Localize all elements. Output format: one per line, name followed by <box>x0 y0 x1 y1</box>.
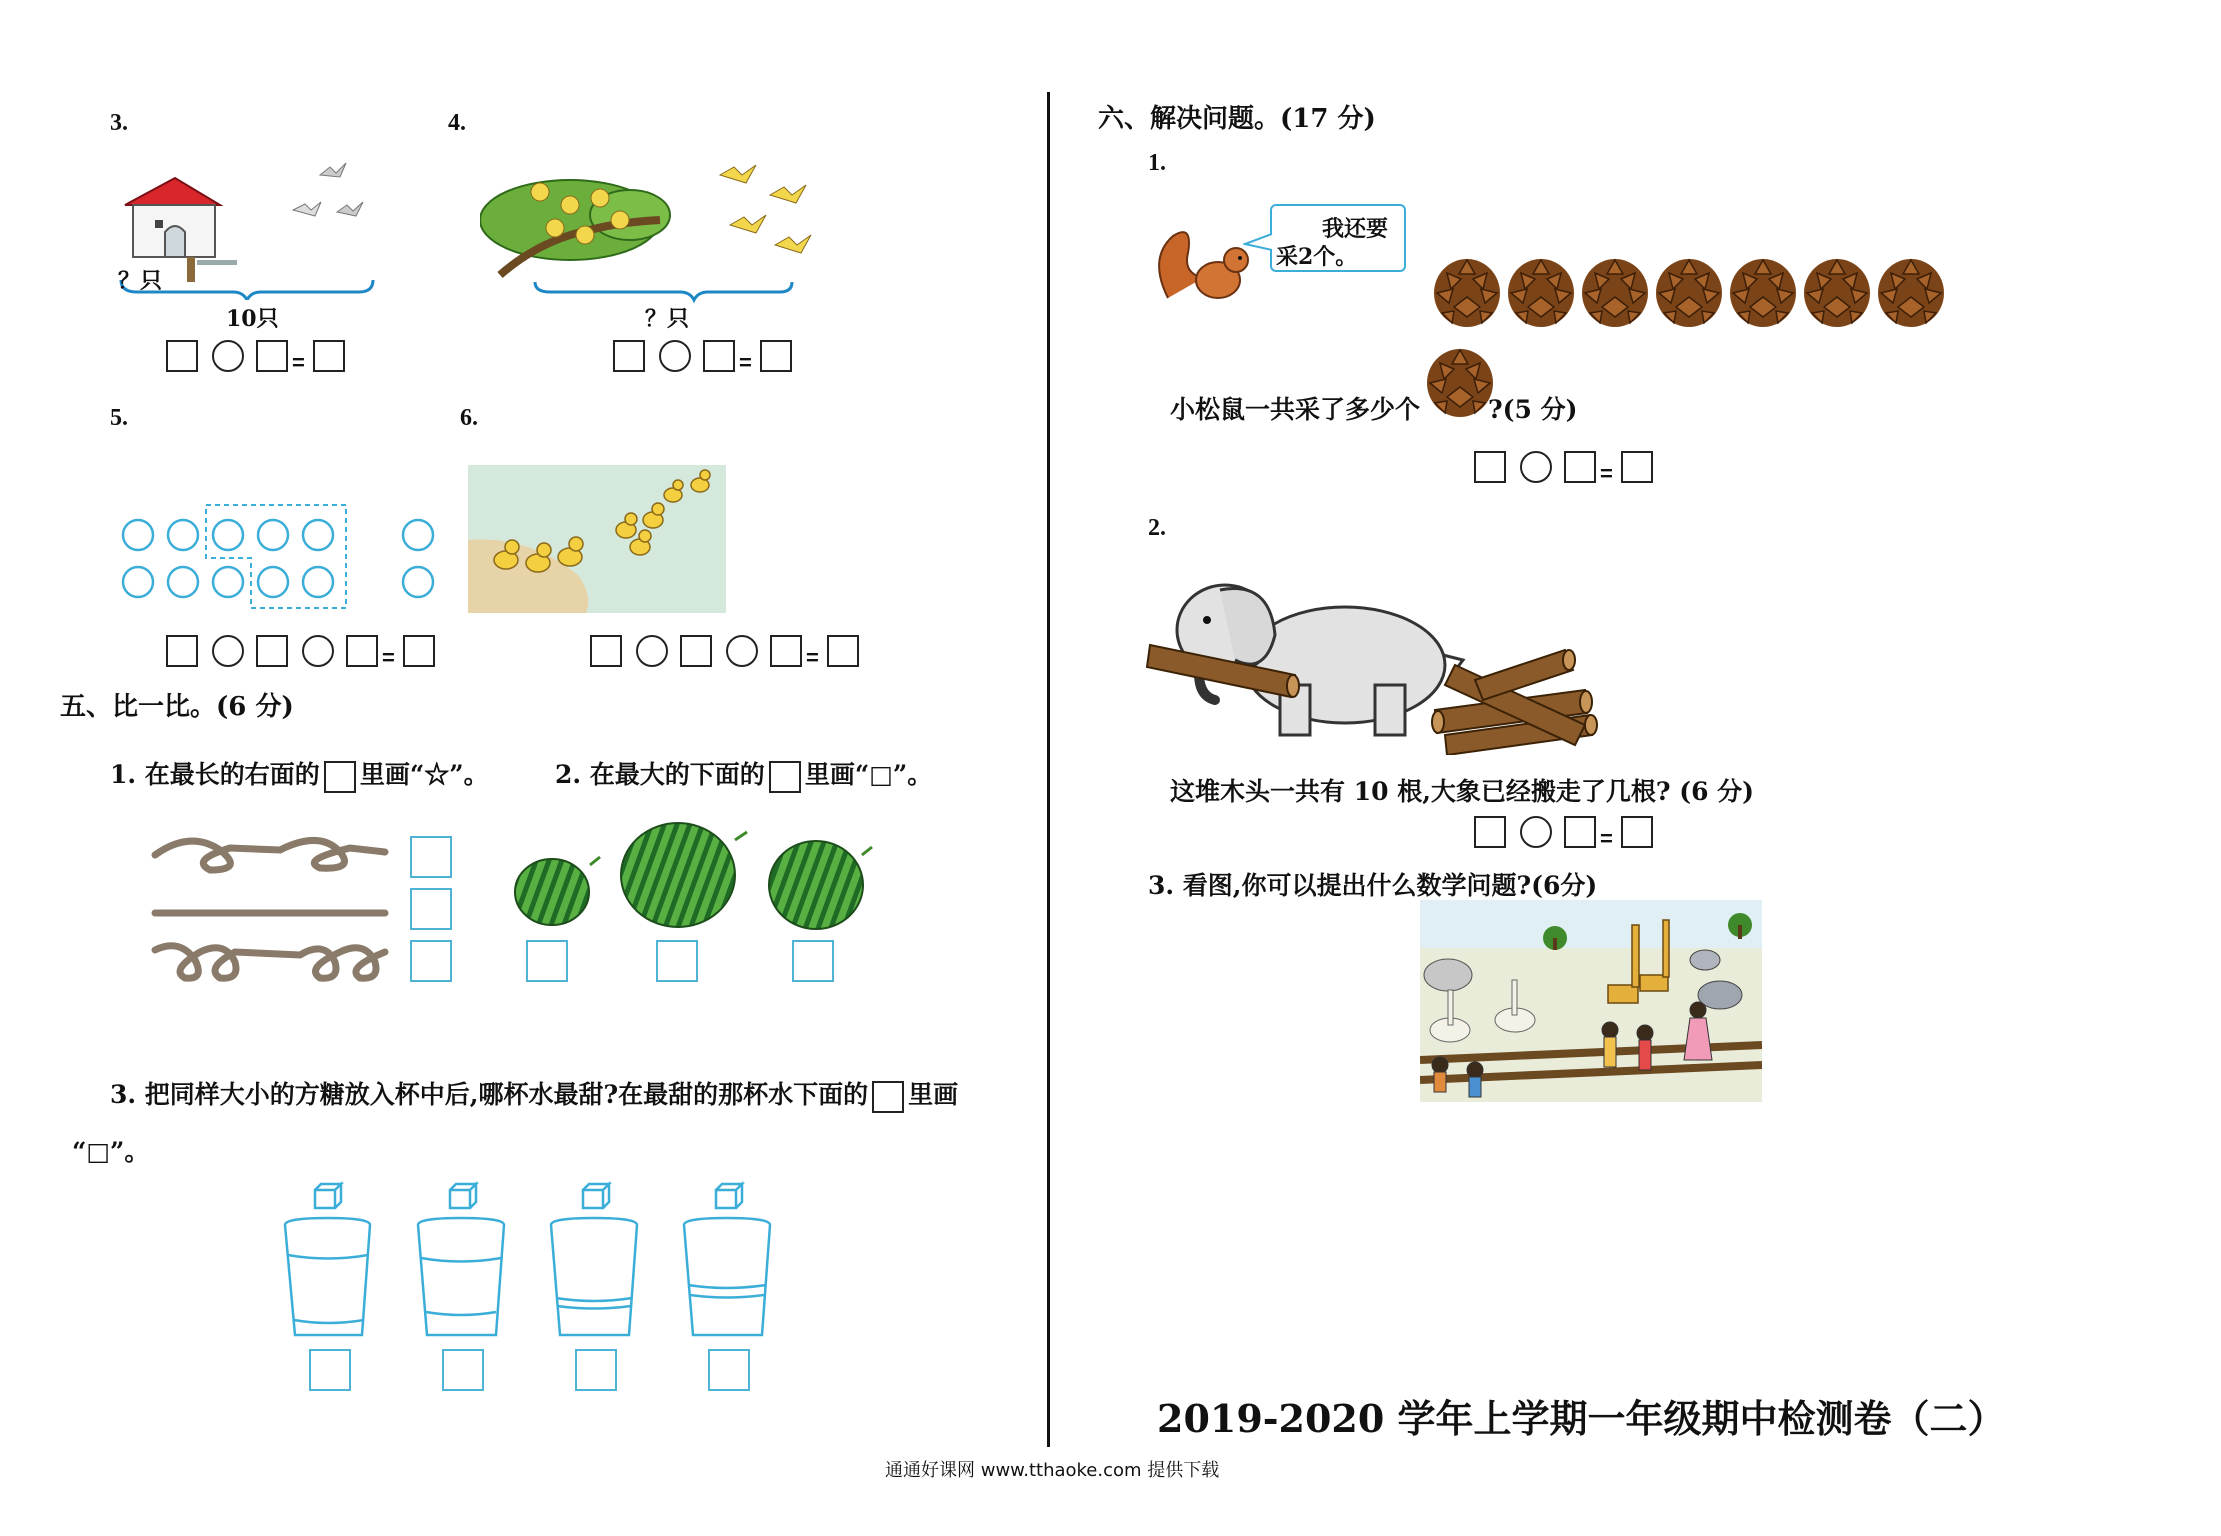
operator-circle[interactable] <box>1520 816 1552 848</box>
equals-sign: = <box>292 350 305 375</box>
answer-box-rope-2[interactable] <box>410 888 452 930</box>
item-3-text-pre: 3. 把同样大小的方糖放入杯中后,哪杯水最甜?在最甜的那杯水下面的 <box>110 1080 869 1109</box>
equals-sign: = <box>1600 826 1613 851</box>
answer-box[interactable] <box>313 340 345 372</box>
answer-box-cup-3[interactable] <box>575 1349 617 1391</box>
section-5-item-1 <box>110 755 489 793</box>
item-2-text-pre: 2. 在最大的下面的 <box>555 760 765 789</box>
answer-box[interactable] <box>590 635 622 667</box>
squirrel-illustration <box>1148 218 1258 308</box>
watermelons-illustration <box>510 820 880 940</box>
item-3-text-post: 里画 <box>908 1080 959 1109</box>
answer-box[interactable] <box>760 340 792 372</box>
answer-box-rope-3[interactable] <box>410 940 452 982</box>
answer-box-cup-4[interactable] <box>708 1349 750 1391</box>
section-5-title: 五、比一比。(6 分) <box>60 692 294 722</box>
problem-1-question-pre: 小松鼠一共采了多少个 <box>1170 395 1421 424</box>
problem-1-number: 1. <box>1148 150 1166 176</box>
answer-box-melon-2[interactable] <box>656 940 698 982</box>
operator-circle[interactable] <box>212 635 244 667</box>
item-1-text-pre: 1. 在最长的右面的 <box>110 760 320 789</box>
answer-box[interactable] <box>166 340 198 372</box>
operator-circle[interactable] <box>636 635 668 667</box>
section-5-item-2 <box>555 755 932 793</box>
equals-sign: = <box>382 645 395 670</box>
question-3-unknown-label: ？只 <box>118 268 163 294</box>
section-5-item-3-continued: “□”。 <box>72 1137 150 1166</box>
equals-sign: = <box>806 645 819 670</box>
pinecone-icon <box>1425 345 1495 417</box>
question-3-total-label: 10只 <box>226 306 279 332</box>
item-2-text-post: 里画“□”。 <box>804 760 933 789</box>
pinecones-row <box>1432 255 1952 335</box>
answer-box[interactable] <box>827 635 859 667</box>
cups-illustration <box>280 1180 780 1340</box>
question-6-number: 6. <box>460 405 478 431</box>
answer-box[interactable] <box>256 340 288 372</box>
answer-box-melon-3[interactable] <box>792 940 834 982</box>
speech-line-1: 我还要 <box>1322 216 1389 242</box>
operator-circle[interactable] <box>212 340 244 372</box>
inline-box <box>769 761 801 793</box>
answer-box[interactable] <box>1474 816 1506 848</box>
answer-box-melon-1[interactable] <box>526 940 568 982</box>
section-5-item-3 <box>110 1075 958 1113</box>
operator-circle[interactable] <box>302 635 334 667</box>
equals-sign: = <box>739 350 752 375</box>
elephant-logs-illustration <box>1145 565 1615 755</box>
section-6-title: 六、解决问题。(17 分) <box>1098 104 1376 134</box>
answer-box-cup-1[interactable] <box>309 1349 351 1391</box>
footer-credit: 通通好课网 www.tthaoke.com 提供下载 <box>885 1460 1220 1481</box>
answer-box[interactable] <box>1621 816 1653 848</box>
problem-2-number: 2. <box>1148 515 1166 541</box>
column-divider <box>1047 92 1050 1447</box>
zoo-illustration <box>1420 900 1762 1102</box>
ducklings-illustration <box>468 465 726 613</box>
answer-box[interactable] <box>680 635 712 667</box>
question-4-number: 4. <box>448 110 466 136</box>
operator-circle[interactable] <box>1520 451 1552 483</box>
problem-3-question: 3. 看图,你可以提出什么数学问题?(6分) <box>1148 871 1598 900</box>
question-3-number: 3. <box>110 110 128 136</box>
answer-box[interactable] <box>1621 451 1653 483</box>
circles-illustration <box>118 500 443 610</box>
speech-bubble-tail <box>1243 232 1273 252</box>
question-4-total-label: ？只 <box>645 306 690 332</box>
answer-box[interactable] <box>346 635 378 667</box>
answer-box[interactable] <box>1564 451 1596 483</box>
answer-box-rope-1[interactable] <box>410 836 452 878</box>
exam-title: 2019-2020 学年上学期一年级期中检测卷（二） <box>1157 1396 2006 1441</box>
tree-birds-illustration <box>480 150 820 320</box>
item-1-text-post: 里画“☆”。 <box>359 760 489 789</box>
answer-box[interactable] <box>403 635 435 667</box>
inline-box <box>872 1081 904 1113</box>
question-5-number: 5. <box>110 405 128 431</box>
inline-box <box>324 761 356 793</box>
answer-box[interactable] <box>256 635 288 667</box>
problem-2-question: 这堆木头一共有 10 根,大象已经搬走了几根? (6 分) <box>1170 777 1755 806</box>
answer-box[interactable] <box>703 340 735 372</box>
answer-box-cup-2[interactable] <box>442 1349 484 1391</box>
operator-circle[interactable] <box>659 340 691 372</box>
ropes-illustration <box>150 830 390 1000</box>
equals-sign: = <box>1600 461 1613 486</box>
problem-1-question-post: ?(5 分) <box>1488 395 1578 424</box>
answer-box[interactable] <box>613 340 645 372</box>
speech-line-2: 采2个。 <box>1276 244 1358 270</box>
answer-box[interactable] <box>770 635 802 667</box>
answer-box[interactable] <box>1474 451 1506 483</box>
answer-box[interactable] <box>166 635 198 667</box>
operator-circle[interactable] <box>726 635 758 667</box>
speech-bubble <box>1270 204 1406 272</box>
answer-box[interactable] <box>1564 816 1596 848</box>
